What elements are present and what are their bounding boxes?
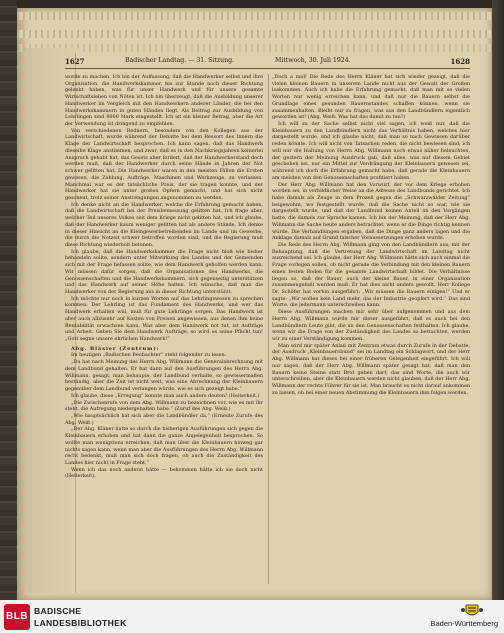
quote-paragraph: „Wie hauptsächlich hat sich aber die Landbündler da.“ (Erneute Zurufe des Abg. Weiß.) [65, 412, 263, 426]
decorative-border-lower [17, 44, 492, 52]
paragraph: Diese Ausführungen machen mir sehr über aufgenommen und aus dem Herrn Abg. Willmann wurde mir dieser ausgeführt, daß es auch bei den Landbündlern Leute gibt, die an den Genossenschaften festhalten. Ich glaube, wenn wir die Frage von der Zuständigkeit des Landes so betrachten, werden wir zu einer Verständigung kommen. [272, 309, 470, 343]
paragraph: Ich glaube, daß die Handwerkskammer die Frage nicht bloß wie bisher behandeln sollte, sondern unter Mitwirkung des Landes und der Gemeinden sich mit der Frage befassen sollte, wie dem Handwerk geholfen werden kann. Wir müssen dafür sorgen, daß die Organisationen des Handwerks, die Genossenschaften und die Handwerkskammern, sich gegenseitig unterstützen und das Handwerk auf seiner Höhe halten. Ich wünsche, daß man die Handwerker von der Regierung aus in dieser Richtung unterstützt. [65, 248, 263, 295]
library-name-line2: LANDESBIBLIOTHEK [34, 618, 127, 628]
library-name-line1: BADISCHE [34, 606, 82, 616]
speech-intro: Im heutigen „Badischen Beobachter“ steht folgender zu lesen: [71, 352, 227, 359]
paragraph: Ich denke nicht an die Handwerker, welche die Erfahrung gemacht haben, daß die Landwirtschaft bei der Preisbemessung gelitten hat. Ich frage aber, welcher Teil unseres Volkes seit dem Kriege nicht gelitten hat, und ich glaube, daß der Handwerker kaum weniger gelitten hat als andere Stände. Ich denke in dieser Hinsicht an die Kleingewerbetreibenden im Lande und im Gewerbe, die durch die Notzeit schwer betroffen worden sind, und die Regierung muß diese Richtung wiederholt betonen. [65, 201, 263, 248]
blb-logo: BLB [4, 604, 30, 630]
region-label: Baden-Württemberg [430, 619, 498, 628]
left-column [65, 74, 263, 589]
paragraph: „Doch a mol! Die Rede des Herrn Kläner hat sich wieder gezeigt, daß die vielen kleinen Bauern in unserem Lande nicht aus der Gewalt der Großen loskommen. Auch ich habe die Erfahrung gemacht, daß man mit so vielen Worten nur wenig erreichen kann, und daß nur die Bauern selbst die Grundlage eines gesunden Bauernstandes schaffen können, wenn sie zusammenhalten. Bleibt nur zu fragen, was aus den Landbündlern eigentlich geworden ist! (Abg. Weiß: Was hat das damit zu tun?) [272, 74, 470, 121]
binding-edge [0, 0, 17, 600]
paragraph: Der Herr Abg. Willmann hat den Vorwurf, der vor dem Kriege erhoben worden sei, in vorbildlicher Weise an die Adresse des Landbunds gerichtet. Ich habe damals als Zeuge in dem Prozeß gegen die „Schwarzwälder Zeitung“ beigewohnt, wo festgestellt wurde, daß die Sache nicht so war, wie sie dargestellt wurde, und daß der Landbund keinen Anteil an den Vorgängen hatte, die damals zur Sprache kamen. Ich bin der Meinung, daß der Herr Abg. Willmann die Sache heute anders betrachtet, wenn er die Dinge richtig kennen würde. Die Verhandlungen ergaben, daß die Dinge ganz anders lagen und die Anklage damals auf Grund falscher Voraussetzungen erhoben wurde. [272, 181, 470, 242]
header-rule [65, 68, 470, 69]
quote-paragraph: Ich glaube, diese „Erregung“ konnte man auch anders deuten! (Heiterkeit.) [71, 392, 260, 399]
right-column [272, 74, 470, 589]
quote-paragraph: „Da hat nach Meinung des Herrn Abg. Willmann die Generalabrechnung mit dem Landbund gehalten. Er hat dann auf den Ausführungen des Herrn Abg. Willmann, gesagt, man behaupte, der Landbund verhalte, so gewissermaßen beständig, aber die Zeit ist nicht weit, was eine Abrechnung der Kleinbauern gegenüber dem Landbund verlangen würde, wie es sich gezeigt habe.“ [65, 359, 263, 393]
page-edge [492, 0, 504, 600]
coat-of-arms-icon [460, 603, 484, 619]
paragraph: Die Rede des Herrn Abg. Willmann ging von den Landbündlern aus, mit der Behauptung, daß die Vertretung der Landwirtschaft im Landtag nicht ausreichend sei. Ich glaube, der Herr Abg. Willmann hätte sich auch einmal die Frage vorlegen sollen, ob nicht gerade die Verbindung mit den kleinen Bauern einen festen Boden für die gesamte Landwirtschaft bildet. Die Verhältnisse liegen so, daß der Bauer, auch der kleine Bauer, in einer Organisation zusammengefaßt werden muß. Er hat dies nicht anders gewollt. Herr Kollege Dr. Schöfer hat vorhin ausgeführt: „Wir müssen die Bauern einigen!“ Und er sagte: „Wir wollen kein Land mehr, das der Industrie geopfert wird.“ Das sind Worte, die jedermann unterschreiben kann. [272, 241, 470, 309]
decorative-border-middle [17, 30, 492, 38]
page-number-left: 1627 [65, 57, 85, 66]
page-number-right: 1628 [450, 57, 470, 66]
paragraph: Man wird mir später Anlaß mit Zentrum etwas durch Zurufe in der Debatte, der Ausdruck „Kleinbauernbund“ sei im Landtag ein Schlagwort, und der Herr Abg. Willmann hat dieses bei einer früheren Gelegenheit eingeführt. Ich will nur sagen, daß der Herr Abg. Willmann später gesagt hat, daß man den Bauern keine Steine statt Brot geben darf; das sind Worte, die auch wir unterschreiben, aber die Kleinbauern werden nicht glauben, daß der Herr Abg. Willmann der rechte Führer für sie ist. Man braucht es nicht darauf ankommen zu lassen, ob bei einer neuen Abstimmung die Kleinbauern ihm folgen werden. [272, 342, 470, 396]
decorative-border-top [17, 12, 492, 20]
speaker-name: Abg. Bläsier (Zentrum): [71, 345, 160, 352]
paragraph: Ich will zu der Sache selbst nicht viel sagen, ich weiß nur, daß die Kleinbauern zu den Landbündlern nicht das Verhältnis haben, welches hier dargestellt wurde, und ich glaube nicht, daß man so nach Gewissen darüber reden könnte. Ich will nicht von Tatsachen reden, die nicht bewiesen sind; ich will nur die Haltung von Herrn Abg. Willmann noch etwas näher beleuchten, der gestern der Meinung Ausdruck gab, daß alles, was auf diesem Gebiet geschehen sei, nur ein Mittel zur Verdrängung der Kleinbauern gewesen sei, während ich doch die Erfahrung gemacht habe, daß gerade die Kleinbauern am meisten von den Genossenschaften profitiert haben. [272, 121, 470, 181]
paragraph: worde zu machen. Ich bin der Auffassung, daß die Handwerker selbst und ihre Organisation, die Handwerkskammer, bis zur Stunde noch dieser Richtung gelenkt haben, was für unser Handwerk und für unsere gesamte Wirtschaftsleben von Nöten ist. Ich bin überzeugt, daß die Ausbildung unserer Handwerker im Vergleich mit den Handwerkern anderer Länder, die bei den Handwerkskammern in guten Händen liegt. Als Beitrag zur Ausbildung von Lehrlingen sind 9000 Mark eingestellt. Ich ist ein kleiner Betrag, aber die Art der Verwendung ist dringend zu empfehlen. [65, 74, 263, 128]
quote-paragraph: Wenn ich das noch anderst hätte — bekommen hätte ich sie doch nicht (Heiterkeit). [65, 466, 263, 480]
column-separator [268, 74, 269, 584]
session-date: Mittwoch, 30. Juli 1924. [275, 57, 351, 64]
paragraph: Ich möchte nur noch in kurzen Worten auf das Lehrlingswesen zu sprechen kommen. Der Lehrling ist das Fundament des Handwerks, und wer das Handwerk erhalten will, muß für gute Lehrlinge sorgen. Das Handwerk ist aber auch allzusehr auf Kosten von Preisen angewiesen, aus denen ihm keine Rentabilität erwachsen kann. Was aber dem Handwerk not tut, ist Aufträge und Arbeit. Geben Sie dem Handwerk Aufträge, so wird es seine Pflicht tun! „Gott segne unsere ehrlichen Handwerk!“ [65, 295, 263, 343]
quote-paragraph: „Der Abg. Kläner hatte so durch die bisherigen Ausführungen sich gegen die Kleinbauern erhoben und hat dann die ganze Angelegenheit besprochen. So wollte man wenigstens erreichen, daß man über die Kleinbauern hinweg gar nichts sagen kann, wenn man aber die Ausführungen des Herrn Abg. Willmann recht bedenkt, muß man sich doch fragen, ob auch die Zuständigkeit des Landes hier nicht in Frage steht.“ [65, 426, 263, 466]
quote-paragraph: „Die Zwischenrufe von dem Abg. Willmann zu bezeichnen vor, wie es mit ihr steht, die Aufregung niedergehalten habe.“ (Zuruf des Abg. Weiß.) [65, 399, 263, 413]
paragraph: Von verschiedenen Rednern, besonders von den Kollegen aus der Landwirtschaft, wurde während der Debatte bei dem Ressort des Innern die Klage der Landwirtschaft besprochen. Ich kann sagen, daß das Handwerk dieselbe Klage anstimmen, und zwar, daß es in den Nachkriegsjahren keinerlei Anspruch gehabt hat, das Gesetz aber fordert, daß der Handwerkerstand doch werden muß, daß der Handwerker durch seine Hände in Jahren der Not schwer gelitten hat. Die Handwerker waren in den meisten Fällen die Ersten gewesen, die Zahlung, Aufträge, Maschinen und Werkzeuge, zu verlassen. Manchmal war es der tatsächliche Preis, der sie tragen konnte, und der Handwerker hat sie unter großen Opfern gemacht, und hat sich nicht gescheut, trotz seiner Anstrengungen angenommen zu werden. [65, 127, 263, 201]
footer-bar [0, 600, 504, 633]
publication-title: Badischer Landtag. — 31. Sitzung. [125, 57, 235, 64]
